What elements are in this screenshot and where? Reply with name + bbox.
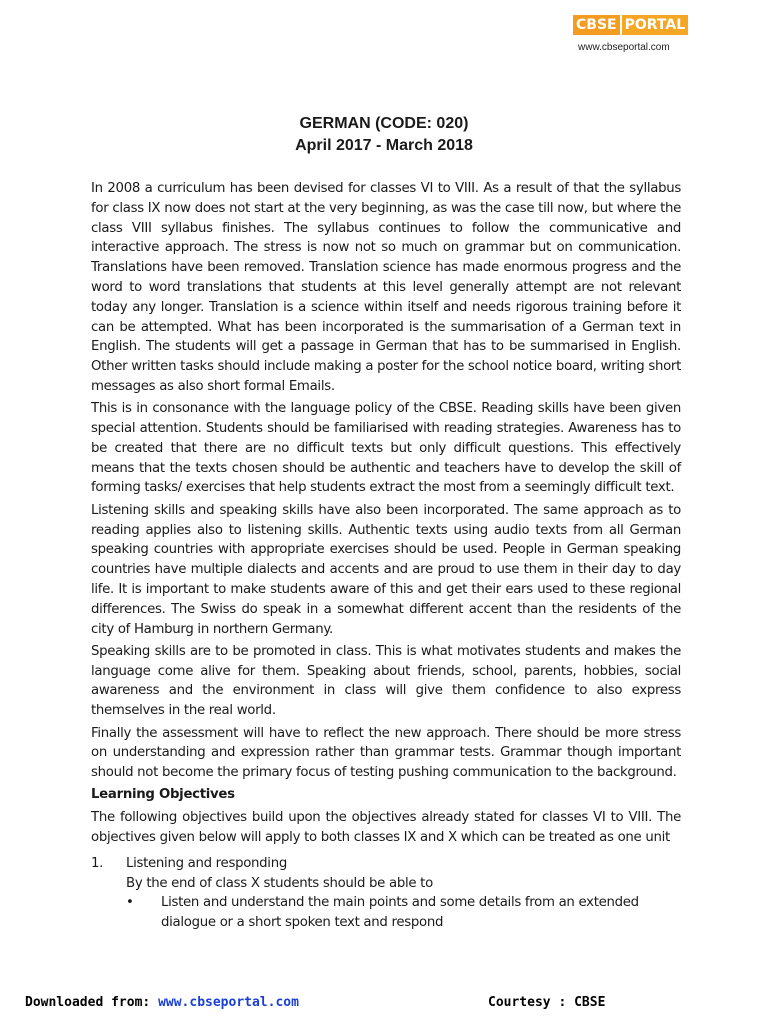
- section-heading: Learning Objectives: [91, 787, 235, 803]
- logo-cbse-text: CBSE: [573, 15, 620, 35]
- footer-courtesy: Courtesy : CBSE: [488, 995, 606, 1010]
- footer-download-label: Downloaded from:: [25, 995, 159, 1010]
- bullet-item: [126, 893, 681, 933]
- paragraph: In 2008 a curriculum has been devised for classes VI to VIII. As a result of that the syllabus for class IX now does not start at the very beginning, as was the case till now, but where the class VIII syllabus finishes. The syllabus continues to follow the communicative and interactive approach. The stress is now not so much on grammar but on communication. Translations have been removed. Translation science has made enormous progress and the word to word translations that students at this level generally attempt are not relevant today any longer. Translation is a science within itself and needs rigorous training before it can be attempted. What has been incorporated is the summarisation of a German text in English. The students will get a passage in German that has to be summarised in English. Other written tasks should include making a poster for the school notice board, writing short messages as also short formal Emails.: [91, 181, 681, 394]
- footer-download: [25, 995, 299, 1010]
- footer-link[interactable]: www.cbseportal.com: [158, 995, 299, 1010]
- document-subtitle: April 2017 - March 2018: [295, 137, 473, 154]
- document-body: [91, 179, 681, 933]
- logo-url[interactable]: www.cbseportal.com: [578, 42, 670, 53]
- list-item-title: Listening and responding: [126, 855, 287, 871]
- paragraph: This is in consonance with the language policy of the CBSE. Reading skills have been given special attention. Students should be familiarised with reading strategies. Awareness has to be created that there are no difficult texts but only difficult questions. This effectively means that the texts chosen should be authentic and teachers have to develop the skill of forming tasks/ exercises that help students extract the most from a seemingly difficult text.: [91, 401, 681, 496]
- list-item: [91, 854, 681, 933]
- bullet-text: Listen and understand the main points and some details from an extended dialogue or a short spoken text and respond: [161, 895, 639, 931]
- list-number: 1.: [91, 855, 104, 871]
- list-item-subtitle: By the end of class X students should be able to: [126, 875, 433, 891]
- paragraph: Speaking skills are to be promoted in class. This is what motivates students and makes the language come alive for them. Speaking about friends, school, parents, hobbies, social awareness and the environment in class will give them confidence to also express themselves in the real world.: [91, 643, 681, 719]
- bullet-icon: •: [126, 895, 134, 911]
- paragraph: Finally the assessment will have to reflect the new approach. There should be more stress on understanding and expression rather than grammar tests. Grammar though important should not become the primary focus of testing pushing communication to the background.: [91, 725, 681, 781]
- paragraph: The following objectives build upon the objectives already stated for classes VI to VIII. The objectives given below will apply to both classes IX and X which can be treated as one unit: [91, 810, 681, 845]
- paragraph: Listening skills and speaking skills have also been incorporated. The same approach as to reading applies also to listening skills. Authentic texts using audio texts from all German speaking countries with appropriate exercises should be used. People in German speaking countries have multiple dialects and accents and are proud to use them in their day to day life. It is important to make students aware of this and get their ears used to these regional differences. The Swiss do speak in a somewhat different accent than the residents of the city of Hamburg in northern Germany.: [91, 502, 681, 637]
- list-body: [126, 854, 681, 933]
- logo-portal-text: PORTAL: [620, 15, 689, 35]
- document-title: GERMAN (CODE: 020): [299, 115, 469, 132]
- cbse-portal-logo: [573, 15, 688, 35]
